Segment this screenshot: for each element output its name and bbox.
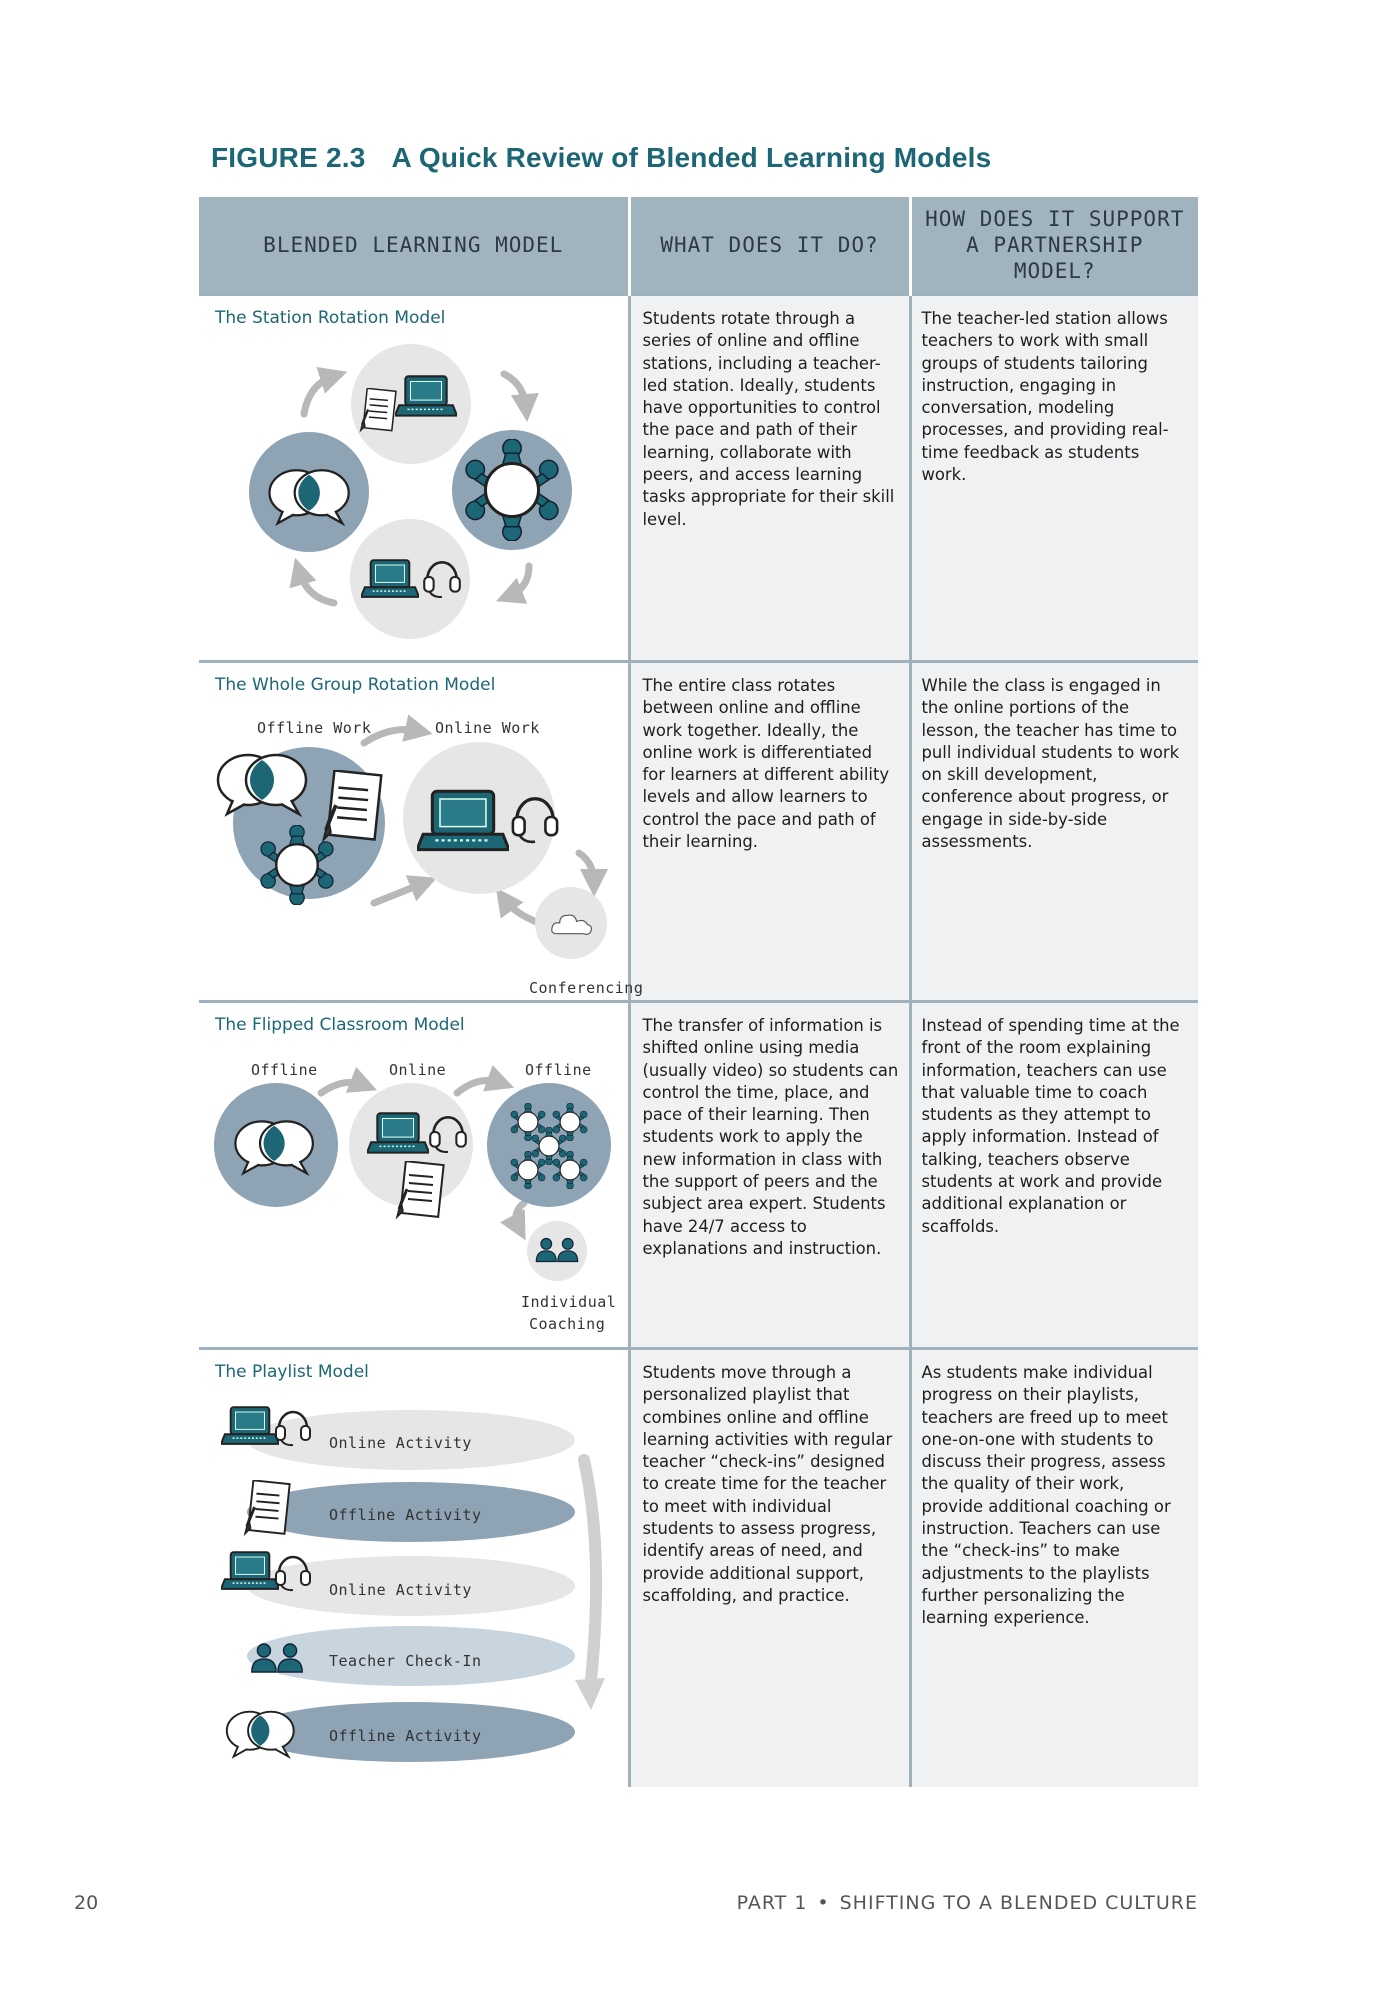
online-work-label: Online Work: [435, 719, 540, 737]
figure-label: FIGURE 2.3: [211, 142, 366, 173]
table-row: [199, 1002, 1198, 1349]
playlist-item-2: Offline Activity: [329, 1506, 482, 1524]
model-cell: [199, 1002, 629, 1349]
model-cell: [199, 662, 644, 1002]
station-rotation-illustration: [199, 296, 629, 663]
playlist-item-5: Offline Activity: [329, 1727, 482, 1745]
how-cell: Instead of spending time at the front of the room explaining information, teachers can use that valuable time to coach students as they attempt to apply information. Instead of talking, teachers observe students at work and provide additional explanation or scaffolds.: [910, 1002, 1198, 1349]
model-cell: [199, 1349, 629, 1787]
conferencing-label: Conferencing: [529, 979, 644, 997]
playlist-illustration: [199, 1350, 629, 1788]
what-cell: The entire class rotates between online and offline work together. Ideally, the online work is differentiated for learners at different ability levels and allow learners to control the pace and path of their learning.: [629, 662, 910, 1002]
table-row: [199, 1349, 1198, 1787]
what-cell: Students move through a personalized playlist that combines online and offline learning activities with regular teacher “check-ins” designed to create time for the teacher to meet with individual students to assess progress, identify areas of need, and provide additional support, scaffolding, and practice.: [629, 1349, 910, 1787]
bullet-separator: •: [817, 1892, 830, 1914]
playlist-item-1: Online Activity: [329, 1434, 472, 1452]
playlist-item-3: Online Activity: [329, 1581, 472, 1599]
how-cell: The teacher-led station allows teachers to work with small groups of students tailoring instruction, engaging in conversation, modeling processes, and providing real-time feedback as students work.: [910, 295, 1198, 662]
flipped-classroom-illustration: [199, 1003, 629, 1350]
model-name: The Playlist Model: [215, 1362, 369, 1382]
running-footer: [737, 1892, 1198, 1914]
blended-models-table: [199, 197, 1198, 1787]
table-row: [199, 295, 1198, 662]
coaching-label-2: Coaching: [529, 1315, 606, 1333]
figure-caption: A Quick Review of Blended Learning Models: [391, 142, 992, 173]
offline-work-label: Offline Work: [257, 719, 372, 737]
model-name: The Whole Group Rotation Model: [215, 675, 496, 695]
coaching-label-1: Individual: [521, 1293, 617, 1311]
how-cell: While the class is engaged in the online portions of the lesson, the teacher has time to pull individual students to work on skill development, conference about progress, or engage in side-by-side assessments.: [910, 662, 1198, 1002]
table-header-row: [199, 197, 1198, 295]
how-cell: As students make individual progress on their playlists, teachers are freed up to meet one-on-one with students to discuss their progress, assess the quality of their work, provide additional coaching or instruction. Teachers can use the “check-ins” to make adjustments to the playlists further personalizing the learning experience.: [910, 1349, 1198, 1787]
offline-label-1: Offline: [251, 1061, 318, 1079]
table-row: [199, 662, 1198, 1002]
whole-group-illustration: [199, 663, 644, 1003]
figure-title: [211, 142, 991, 174]
model-name: The Station Rotation Model: [215, 308, 446, 328]
footer-section: SHIFTING TO A BLENDED CULTURE: [839, 1892, 1198, 1914]
what-cell: Students rotate through a series of online and offline stations, including a teacher-led station. Ideally, students have opportunities to control the pace and path of their learning, collaborate with peers, and access learning tasks appropriate for their skill level.: [629, 295, 910, 662]
header-how: HOW DOES IT SUPPORT A PARTNERSHIP MODEL?: [910, 197, 1198, 295]
header-what: WHAT DOES IT DO?: [629, 197, 910, 295]
page-number: 20: [74, 1892, 99, 1914]
playlist-item-4: Teacher Check-In: [329, 1652, 482, 1670]
footer-part: PART 1: [736, 1892, 808, 1914]
model-name: The Flipped Classroom Model: [215, 1015, 465, 1035]
offline-label-2: Offline: [525, 1061, 592, 1079]
online-label: Online: [389, 1061, 447, 1079]
header-model: BLENDED LEARNING MODEL: [199, 197, 629, 295]
what-cell: The transfer of information is shifted online using media (usually video) so students can control the time, place, and pace of their learning. Then students work to apply the new information in class with the support of peers and the subject area expert. Students have 24/7 access to explanations and instruction.: [629, 1002, 910, 1349]
model-cell: [199, 295, 629, 662]
